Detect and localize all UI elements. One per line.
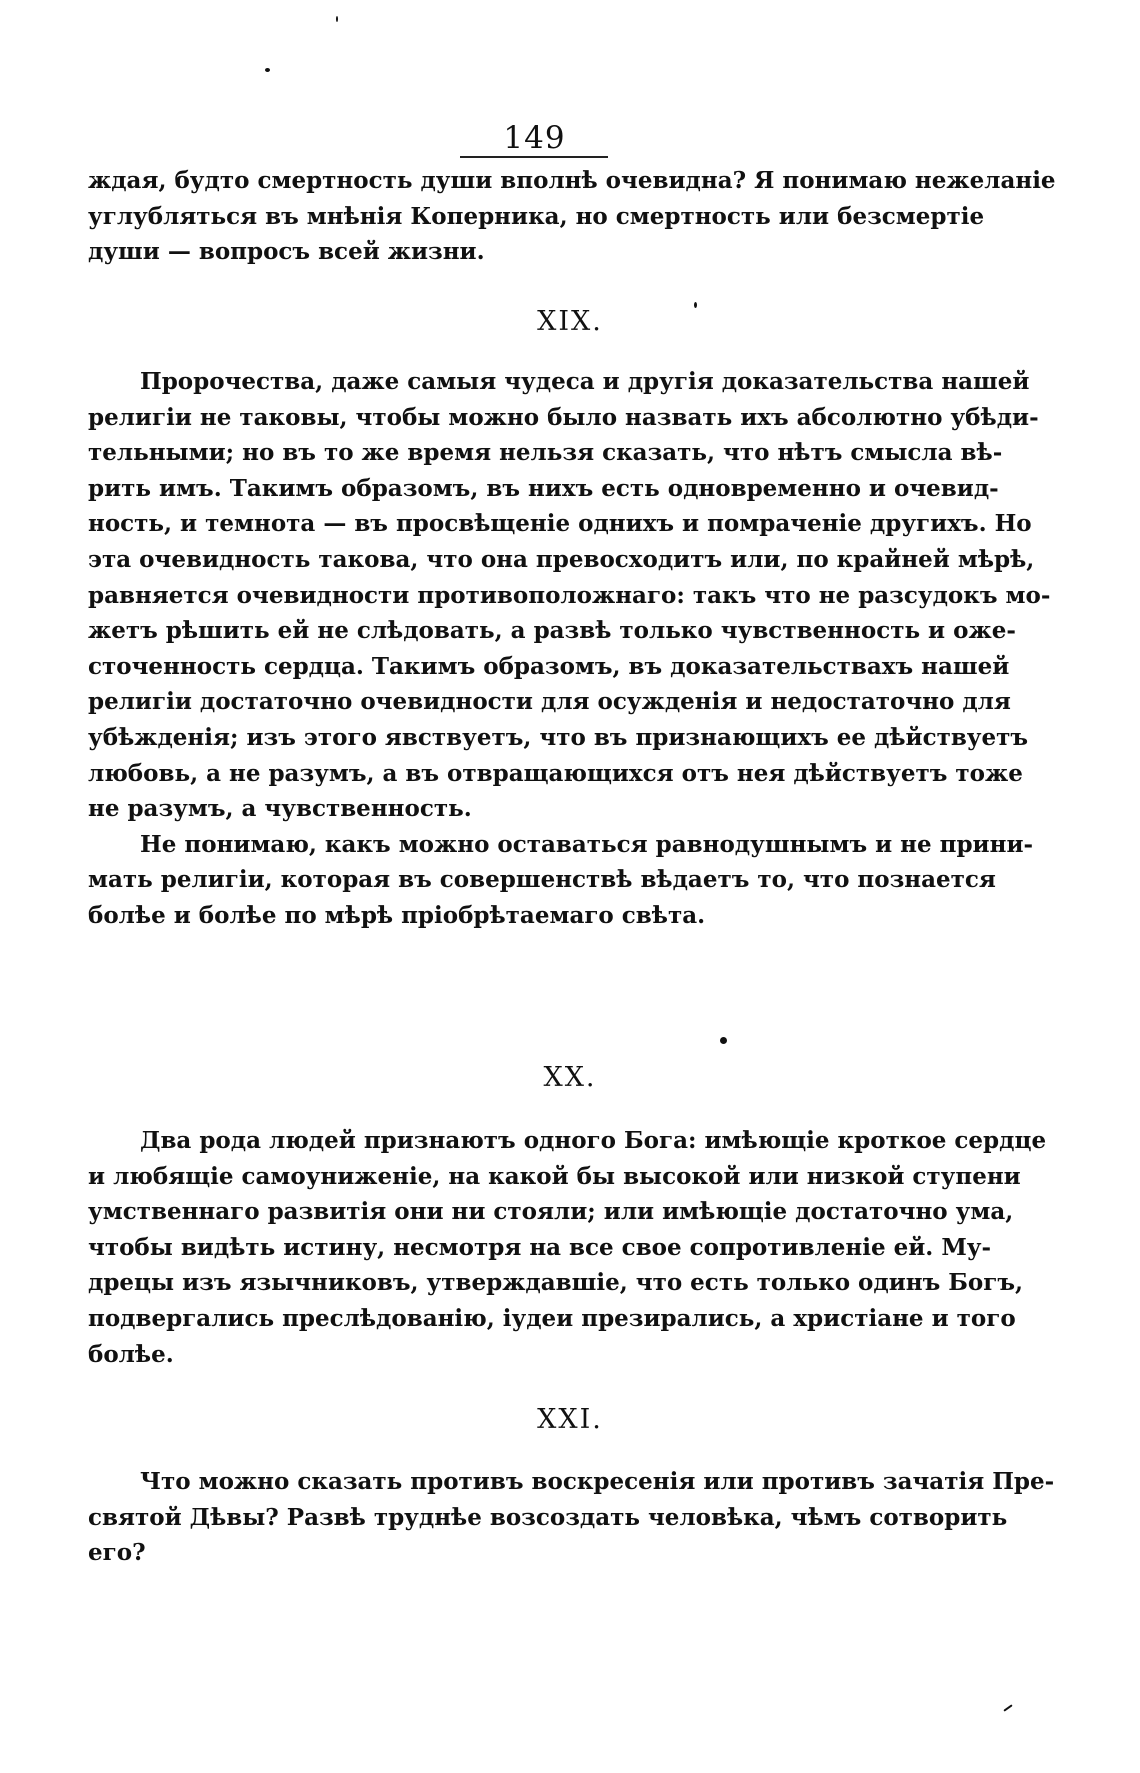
text-line: эта очевидность такова, что она превосходитъ или, по крайней мѣрѣ, <box>88 545 1035 573</box>
text-line: равняется очевидности противоположнаго: такъ что не разсудокъ мо- <box>88 581 1051 609</box>
section-xxi-paragraph-1 <box>88 1464 1055 1571</box>
text-line: святой Дѣвы? Развѣ труднѣе возсоздать человѣка, чѣмъ сотворить <box>88 1503 1008 1531</box>
text-line: сточенность сердца. Такимъ образомъ, въ доказательствахъ нашей <box>88 652 1010 680</box>
text-line: любовь, а не разумъ, а въ отвращающихся отъ нея дѣйствуетъ тоже <box>88 759 1023 787</box>
text-line: Не понимаю, какъ можно оставаться равнодушнымъ и не прини- <box>140 830 1034 858</box>
text-line: ность, и темнота — въ просвѣщеніе однихъ и помраченіе другихъ. Но <box>88 510 1032 538</box>
section-heading-xx: XX. <box>543 1062 597 1093</box>
text-line: его? <box>88 1539 146 1567</box>
text-line: болѣе и болѣе по мѣрѣ пріобрѣтаемаго свѣта. <box>88 901 706 929</box>
section-xix-paragraph-2 <box>88 827 1034 934</box>
intro-paragraph <box>88 163 1056 270</box>
text-line: убѣжденія; изъ этого явствуетъ, что въ признающихъ ее дѣйствуетъ <box>88 723 1029 751</box>
section-heading-xix: XIX. <box>537 306 603 337</box>
text-line: жетъ рѣшить ей не слѣдовать, а развѣ только чувственность и ожe- <box>88 617 1016 645</box>
scan-speck <box>720 1037 727 1044</box>
text-line: не разумъ, а чувственность. <box>88 795 472 823</box>
text-line: религіи достаточно очевидности для осужденія и недостаточно для <box>88 688 1011 716</box>
scan-speck <box>265 68 270 72</box>
text-line: подвергались преслѣдованію, іудеи презирались, а христіане и того <box>88 1304 1016 1332</box>
text-line: рить имъ. Такимъ образомъ, въ нихъ есть одновременно и очевид- <box>88 474 999 502</box>
text-line: и любящіе самоуниженіе, на какой бы высокой или низкой ступени <box>88 1162 1021 1190</box>
text-line: Что можно сказать противъ воскресенія или противъ зачатія Пре- <box>140 1468 1055 1495</box>
section-heading-xxi: XXI. <box>537 1404 603 1435</box>
text-line: тельными; но въ то же время нельзя сказать, что нѣтъ смысла вѣ- <box>88 439 1003 467</box>
text-line: болѣе. <box>88 1340 174 1368</box>
scan-speck <box>1003 1704 1012 1711</box>
text-line: религіи не таковы, чтобы можно было назвать ихъ абсолютно убѣди- <box>88 403 1039 431</box>
section-xix-paragraph-1 <box>88 364 1051 827</box>
section-xx-body <box>88 1123 1047 1372</box>
intro-block <box>88 163 1056 270</box>
scan-speck <box>336 16 338 22</box>
scan-speck <box>694 302 697 308</box>
text-line: углубляться въ мнѣнія Коперника, но смертность или безсмертіе <box>88 202 985 230</box>
text-line: чтобы видѣть истину, несмотря на все свое сопротивленіе ей. Му- <box>88 1233 992 1261</box>
section-xxi-body <box>88 1464 1055 1571</box>
text-line: мать религіи, которая въ совершенствѣ вѣдаетъ то, что познается <box>88 866 996 894</box>
text-line: умственнаго развитія они ни стояли; или имѣющіе достаточно ума, <box>88 1198 1014 1226</box>
page-number-rule <box>460 156 608 158</box>
text-line: Пророчества, даже самыя чудеса и другія доказательства нашей <box>140 368 1030 395</box>
text-line: дрецы изъ язычниковъ, утверждавшіе, что есть только одинъ Богъ, <box>88 1269 1024 1297</box>
page-number: 149 <box>503 120 566 156</box>
text-line: души — вопросъ всей жизни. <box>88 238 485 266</box>
text-line: Два рода людей признаютъ одного Бога: имѣющіе кроткое сердце <box>140 1127 1047 1154</box>
section-xx-paragraph-1 <box>88 1123 1047 1372</box>
section-xix-body <box>88 364 1051 934</box>
page-number-block <box>462 120 607 156</box>
text-line: ждая, будто смертность души вполнѣ очевидна? Я понимаю нежеланіе <box>88 167 1056 194</box>
